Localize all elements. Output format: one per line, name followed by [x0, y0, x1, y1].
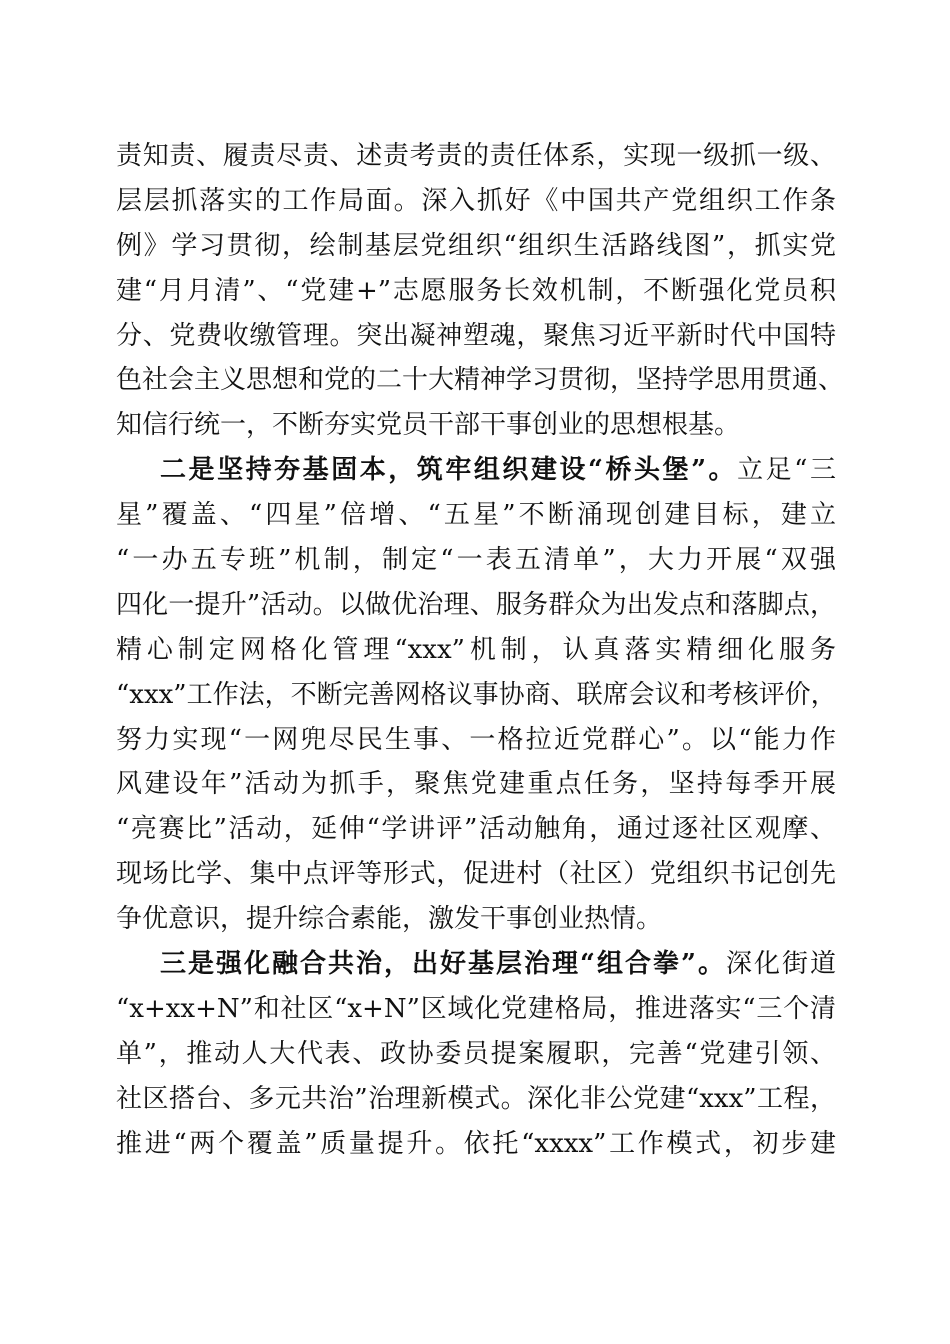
- text-line: “一办五专班”机制，制定“一表五清单”，大力开展“双强: [116, 545, 836, 576]
- paragraph-first-line: [116, 448, 836, 493]
- text-line: “x+xx+N”和社区“x+N”区域化党建格局，推进落实“三个清: [116, 993, 836, 1024]
- document-body: [116, 134, 845, 1166]
- text-line: 建“月月清”、“党建+”志愿服务长效机制，不断强化党员积: [116, 275, 836, 306]
- paragraph-3: [116, 942, 836, 1166]
- text-line: 风建设年”活动为抓手，聚焦党建重点任务，坚持每季开展: [116, 769, 836, 800]
- text-line: 现场比学、集中点评等形式，促进村（社区）党组织书记创先: [116, 859, 836, 890]
- text-line: 知信行统一，不断夯实党员干部干事创业的思想根基。: [116, 410, 741, 441]
- text-line: 精心制定网格化管理“xxx”机制，认真落实精细化服务: [116, 634, 836, 665]
- text-line: 分、党费收缴管理。突出凝神塑魂，聚焦习近平新时代中国特: [116, 320, 836, 351]
- paragraph-heading-rest: 立足“三: [737, 455, 836, 486]
- text-line: 社区搭台、多元共治”治理新模式。深化非公党建“xxx”工程，: [116, 1083, 836, 1114]
- paragraph-heading: 二是坚持夯基固本，筑牢组织建设“桥头堡”。: [160, 455, 738, 486]
- paragraph-1: [116, 134, 845, 448]
- text-line: 星”覆盖、“四星”倍增、“五星”不断涌现创建目标，建立: [116, 500, 836, 531]
- paragraph-heading: 三是强化融合共治，出好基层治理“组合拳”。: [160, 949, 726, 980]
- text-line: 争优意识，提升综合素能，激发干事创业热情。: [116, 904, 663, 935]
- paragraph-heading-rest: 深化街道: [725, 949, 836, 980]
- text-line: 责知责、履责尽责、述责考责的责任体系，实现一级抓一级、: [116, 141, 836, 171]
- text-line: “亮赛比”活动，延伸“学讲评”活动触角，通过逐社区观摩、: [116, 814, 836, 845]
- text-line: “xxx”工作法，不断完善网格议事协商、联席会议和考核评价，: [116, 679, 837, 710]
- text-line: 四化一提升”活动。以做优治理、服务群众为出发点和落脚点，: [116, 589, 836, 620]
- text-line: 色社会主义思想和党的二十大精神学习贯彻，坚持学思用贯通、: [116, 365, 845, 396]
- paragraph-2: [116, 448, 836, 942]
- text-line: 推进“两个覆盖”质量提升。依托“xxxx”工作模式，初步建: [116, 1128, 836, 1159]
- text-line: 层层抓落实的工作局面。深入抓好《中国共产党组织工作条: [116, 185, 836, 216]
- text-line: 单”，推动人大代表、政协委员提案履职，完善“党建引领、: [116, 1038, 836, 1069]
- paragraph-first-line: [116, 942, 836, 987]
- text-line: 例》学习贯彻，绘制基层党组织“组织生活路线图”，抓实党: [116, 230, 836, 261]
- text-line: 努力实现“一网兜尽民生事、一格拉近党群心”。以“能力作: [116, 724, 836, 755]
